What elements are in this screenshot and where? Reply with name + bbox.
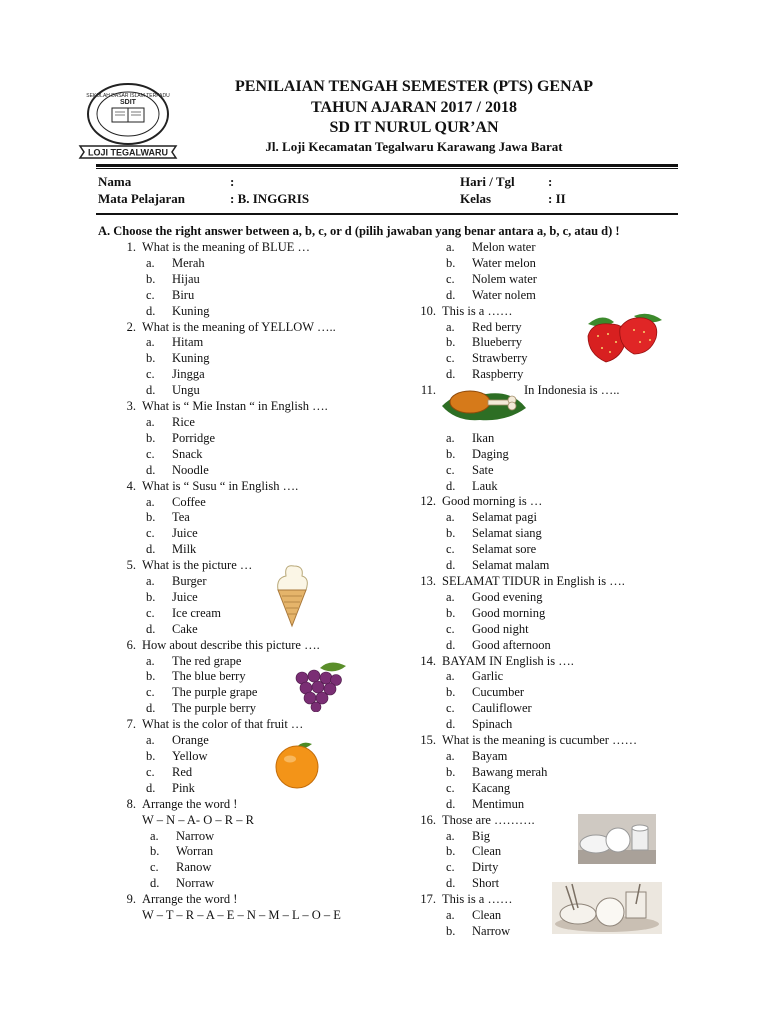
option-text: Tea [172,510,190,525]
option-letter: b. [446,605,456,620]
option-text: Bayam [472,748,508,763]
option-text: Biru [172,287,195,302]
option-text: Short [472,876,500,891]
option-letter: d. [446,796,456,811]
option-b[interactable] [408,447,708,463]
option-text: Bawang merah [472,764,548,779]
question-text: Good morning is … [442,494,543,509]
ice-cream-picture [272,560,312,628]
mapel-value: : B. INGGRIS [230,191,310,206]
option-letter: d. [150,876,160,891]
option-d[interactable] [108,304,408,320]
option-d[interactable] [108,542,408,558]
nama-label: Nama [98,174,132,189]
option-letter: d. [146,542,156,557]
question-text: What is the meaning of YELLOW ….. [142,319,336,334]
option-letter: a. [146,494,155,509]
option-text: Good evening [472,589,543,604]
option-text: Narrow [176,828,215,843]
option-letter: b. [446,923,456,938]
option-d[interactable] [108,463,408,479]
option-text: Selamat pagi [472,510,537,525]
option-letter: c. [146,287,155,302]
option-letter: d. [446,558,456,573]
question-number: 2. [126,319,136,334]
chicken-leg-picture [440,384,528,424]
option-letter: d. [146,780,156,795]
option-letter: d. [146,621,156,636]
option-text: Garlic [472,669,504,684]
option-text: Good morning [472,605,546,620]
option-text: Water nolem [472,287,536,302]
option-a[interactable] [108,256,408,272]
option-text: Merah [172,255,205,270]
question-number: 13. [420,574,436,589]
option-letter: c. [446,542,455,557]
question-text: What is “ Mie Instan “ in English …. [142,399,328,414]
option-letter: b. [446,764,456,779]
option-letter: b. [146,351,156,366]
header-divider [96,164,678,167]
question-text: This is a …… [442,892,513,907]
option-text: Burger [172,574,207,589]
option-a[interactable] [408,829,708,845]
option-text: Ranow [176,860,212,875]
question-right-4 [408,574,708,590]
question-text: What is the color of that fruit … [142,717,304,732]
option-text: The purple grape [172,685,258,700]
option-letter: b. [146,430,156,445]
option-letter: a. [446,430,455,445]
option-d[interactable] [108,876,408,892]
option-letter: b. [446,255,456,270]
question-number: 3. [126,399,136,414]
option-text: Raspberry [472,367,524,382]
option-text: Jingga [172,367,205,382]
option-c[interactable] [108,367,408,383]
option-text: Spinach [472,717,513,732]
option-c[interactable] [108,685,408,701]
option-c[interactable] [108,288,408,304]
option-letter: c. [446,860,455,875]
word-scramble: W – T – R – A – E – N – M – L – O – E [142,908,341,923]
option-c[interactable] [408,463,708,479]
option-letter: a. [146,335,155,350]
option-a[interactable] [108,733,408,749]
svg-text:SDIT: SDIT [120,99,136,106]
option-a[interactable] [108,574,408,590]
option-text: Sate [472,462,494,477]
option-letter: a. [446,669,455,684]
option-text: Mentimun [472,796,525,811]
option-a[interactable] [108,415,408,431]
option-text: Nolem water [472,271,537,286]
option-text: Cake [172,621,198,636]
option-text: Noodle [172,462,209,477]
question-number: 12. [420,494,436,509]
option-letter: c. [146,764,155,779]
option-b[interactable] [108,510,408,526]
option-text: Red [172,764,193,779]
question-left-8 [108,892,408,908]
option-text: Kuning [172,351,210,366]
option-letter: a. [446,828,455,843]
question-left-6 [108,717,408,733]
option-text: Kacang [472,780,511,795]
question-number: 5. [126,558,136,573]
question-right-5 [408,654,708,670]
question-number: 11. [420,383,436,398]
option-d[interactable] [108,622,408,638]
option-letter: c. [446,351,455,366]
option-letter: b. [150,844,160,859]
option-letter: a. [146,255,155,270]
option-text: Good night [472,621,529,636]
question-text: What is the picture … [142,558,253,573]
option-letter: b. [446,685,456,700]
option-d[interactable] [408,717,708,733]
option-b[interactable] [108,351,408,367]
option-letter: a. [150,828,159,843]
option-letter: b. [446,844,456,859]
option-b[interactable] [108,669,408,685]
question-left-2 [108,399,408,415]
option-letter: c. [146,605,155,620]
option-letter: d. [446,367,456,382]
option-b[interactable] [408,256,708,272]
question-right-6 [408,733,708,749]
question-number: 4. [126,478,136,493]
option-b[interactable] [108,590,408,606]
option-text: Melon water [472,240,536,254]
question-right-3 [408,494,708,510]
option-text: Lauk [472,478,498,493]
svg-text:SEKOLAH DASAR ISLAM TERPADU: SEKOLAH DASAR ISLAM TERPADU [86,93,170,99]
option-letter: b. [146,749,156,763]
option-letter: a. [446,748,455,763]
hari-colon: : [548,174,553,189]
option-letter: a. [146,574,155,589]
option-b[interactable] [108,272,408,288]
question-right-7 [408,813,708,829]
questions-left-column [108,240,408,924]
option-letter: b. [146,510,156,525]
option-letter: c. [146,446,155,461]
option-letter: d. [446,287,456,302]
option-text: Worran [176,844,214,859]
option-a[interactable] [408,510,708,526]
option-text: Kuning [172,303,210,318]
option-letter: b. [146,669,156,684]
question-left-3 [108,479,408,495]
school-address: Jl. Loji Kecamatan Tegalwaru Karawang Jawa Barat [265,139,563,154]
option-d[interactable] [408,479,708,495]
option-text: Selamat siang [472,526,542,541]
option-letter: b. [446,446,456,461]
option-text: The purple berry [172,701,256,716]
dirty-dishes-picture [552,882,662,934]
option-letter: d. [446,717,456,732]
option-a[interactable] [408,590,708,606]
option-b[interactable] [408,765,708,781]
question-number: 7. [126,717,136,732]
option-text: Rice [172,414,195,429]
option-c[interactable] [408,272,708,288]
option-letter: a. [146,414,155,429]
option-text: Hitam [172,335,204,350]
option-text: The red grape [172,653,242,668]
option-d[interactable] [408,367,708,383]
option-a[interactable] [408,240,708,256]
option-letter: c. [146,367,155,382]
option-text: Milk [172,542,197,557]
option-letter: c. [146,685,155,700]
exam-title: PENILAIAN TENGAH SEMESTER (PTS) GENAP [235,78,593,95]
option-text: Coffee [172,494,206,509]
question-number: 10. [420,303,436,318]
option-text: Big [472,828,491,843]
question-text: How about describe this picture …. [142,637,320,652]
option-d[interactable] [408,638,708,654]
school-name: SD IT NURUL QUR’AN [329,119,499,136]
option-text: Daging [472,446,509,461]
question-text: What is “ Susu “ in English …. [142,478,299,493]
option-letter: c. [446,701,455,716]
nama-colon: : [230,174,235,189]
option-c[interactable] [408,542,708,558]
option-a[interactable] [408,749,708,765]
option-text: Water melon [472,255,536,270]
option-letter: a. [446,908,455,923]
option-b[interactable] [108,844,408,860]
question-number: 14. [420,653,436,668]
option-letter: d. [446,637,456,652]
option-d[interactable] [408,288,708,304]
option-letter: d. [146,383,156,398]
option-d[interactable] [108,383,408,399]
option-a[interactable] [408,669,708,685]
option-c[interactable] [108,860,408,876]
option-a[interactable] [108,495,408,511]
option-letter: c. [150,860,159,875]
strawberry-picture [580,310,672,364]
option-text: Dirty [472,860,499,875]
question-text: SELAMAT TIDUR in English is …. [442,574,625,589]
option-b[interactable] [408,685,708,701]
question-number: 17. [420,892,436,907]
question-text: Arrange the word ! [142,892,238,907]
option-text: Strawberry [472,351,528,366]
option-letter: a. [446,319,455,334]
option-letter: a. [146,653,155,668]
option-letter: d. [146,303,156,318]
option-letter: c. [146,526,155,541]
option-letter: c. [446,780,455,795]
question-text: In Indonesia is ….. [524,383,620,398]
option-text: Pink [172,780,195,795]
question-number: 8. [126,796,136,811]
question-text: Arrange the word ! [142,796,238,811]
option-text: Yellow [172,749,208,763]
option-letter: b. [146,589,156,604]
option-c[interactable] [408,701,708,717]
option-letter: a. [146,733,155,748]
option-letter: c. [446,621,455,636]
option-text: Ungu [172,383,200,398]
question-text: What is the meaning is cucumber …… [442,733,638,748]
option-d[interactable] [408,558,708,574]
mapel-label: Mata Pelajaran [98,191,186,206]
question-number: 16. [420,812,436,827]
option-b[interactable] [108,749,408,765]
option-text: Snack [172,446,203,461]
option-text: Juice [172,526,198,541]
option-letter: b. [446,526,456,541]
option-letter: a. [446,510,455,525]
option-text: Cauliflower [472,701,532,716]
option-text: Cucumber [472,685,525,700]
option-d[interactable] [108,781,408,797]
option-text: Selamat sore [472,542,537,557]
question-text: BAYAM IN English is …. [442,653,574,668]
option-c[interactable] [108,606,408,622]
orange-picture [272,740,322,790]
question-left-0 [108,240,408,256]
option-text: Good afternoon [472,637,551,652]
option-a[interactable] [108,829,408,845]
option-b[interactable] [408,844,708,860]
option-letter: a. [446,240,455,254]
option-text: Narrow [472,923,511,938]
hari-label: Hari / Tgl [460,174,515,189]
question-text: This is a …… [442,303,513,318]
option-c[interactable] [108,526,408,542]
word-scramble: W – N – A- O – R – R [142,812,254,827]
option-c[interactable] [408,622,708,638]
option-letter: c. [446,462,455,477]
info-divider [96,213,678,215]
option-letter: d. [146,462,156,477]
question-number: 6. [126,637,136,652]
question-left-5 [108,638,408,654]
option-text: The blue berry [172,669,246,684]
option-b[interactable] [408,606,708,622]
question-left-4 [108,558,408,574]
svg-text:LOJI TEGALWARU: LOJI TEGALWARU [87,147,169,158]
option-letter: c. [446,271,455,286]
question-number: 9. [126,892,136,907]
option-text: Red berry [472,319,522,334]
option-b[interactable] [108,431,408,447]
option-text: Orange [172,733,209,748]
option-b[interactable] [408,526,708,542]
option-text: Ice cream [172,605,221,620]
option-text: Clean [472,844,502,859]
option-text: Juice [172,589,198,604]
option-text: Clean [472,908,502,923]
option-text: Porridge [172,430,216,445]
kelas-label: Kelas [460,191,492,206]
option-d[interactable] [108,701,408,717]
option-d[interactable] [408,797,708,813]
option-letter: b. [446,335,456,350]
option-c[interactable] [408,781,708,797]
header-divider-thin [96,168,678,169]
question-text: What is the meaning of BLUE … [142,240,311,254]
option-a[interactable] [108,654,408,670]
academic-year: TAHUN AJARAN 2017 / 2018 [311,99,517,116]
option-text: Blueberry [472,335,522,350]
option-c[interactable] [108,765,408,781]
question-text: Those are ………. [442,812,535,827]
question-number: 15. [420,733,436,748]
option-a[interactable] [408,431,708,447]
option-letter: d. [446,876,456,891]
option-text: Selamat malam [472,558,550,573]
option-a[interactable] [108,335,408,351]
option-text: Ikan [472,430,495,445]
instruction: A. Choose the right answer between a, b, c, or d (pilih jawaban yang benar antara a, b, c, atau d) ! [98,224,620,238]
option-letter: b. [146,271,156,286]
option-c[interactable] [408,860,708,876]
option-letter: a. [446,589,455,604]
option-letter: d. [146,701,156,716]
question-left-7 [108,797,408,813]
option-letter: d. [446,478,456,493]
grapes-picture [290,658,350,712]
question-left-1 [108,320,408,336]
option-text: Norraw [176,876,215,891]
kelas-value: : II [548,191,566,206]
option-c[interactable] [108,447,408,463]
clean-dishes-picture [578,814,656,864]
option-text: Hijau [172,271,200,286]
question-number: 1. [126,240,136,254]
